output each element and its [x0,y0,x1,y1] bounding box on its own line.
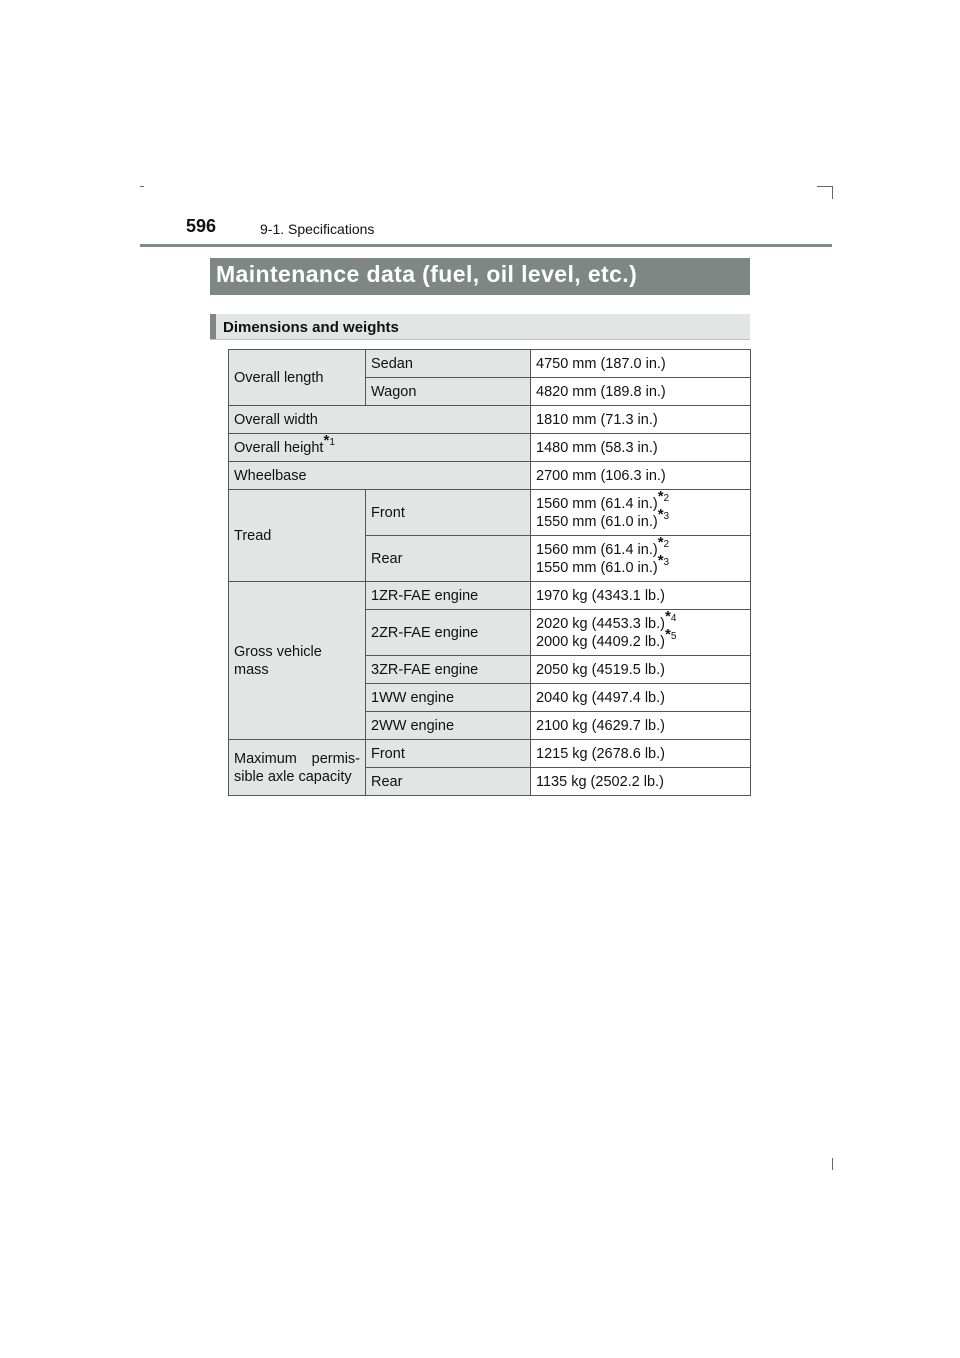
tread-rear-text2: 1550 mm (61.0 in.) [536,559,658,576]
wagon-label: Wagon [366,378,531,406]
mass-value: 2100 kg (4629.7 lb.) [531,712,751,740]
tread-front-value [531,487,751,536]
table-row [229,490,751,536]
gross-vehicle-mass-label [229,582,366,740]
mass-line1 [536,607,745,633]
crop-mark-top-left [140,186,144,187]
footnote-number: 4 [670,612,677,624]
footnote-ref [664,625,677,643]
engine-label: 1ZR-FAE engine [366,582,531,610]
section-label: 9-1. Specifications [260,221,375,237]
table-row [229,350,751,378]
footnote-asterisk: * [657,505,664,523]
table-row [229,462,751,490]
tread-front-text2: 1550 mm (61.0 in.) [536,513,658,530]
axle-rear-label: Rear [366,768,531,796]
tread-front-line1 [536,487,745,513]
footnote-ref [657,487,670,505]
mass-text1: 2020 kg (4453.3 lb.) [536,615,665,632]
mass-text2: 2000 kg (4409.2 lb.) [536,633,665,650]
tread-front-text1: 1560 mm (61.4 in.) [536,495,658,512]
sedan-value: 4750 mm (187.0 in.) [531,350,751,378]
footnote-ref [657,551,670,569]
table-row [229,740,751,768]
overall-height-cell [229,431,531,462]
mass-value: 1970 kg (4343.1 lb.) [531,582,751,610]
mass-value: 2050 kg (4519.5 lb.) [531,656,751,684]
subsection-heading [210,314,750,340]
footnote-asterisk: * [323,431,330,449]
crop-mark-top-right-v [832,186,833,199]
tread-rear-line1 [536,533,745,559]
axle-rear-value: 1135 kg (2502.2 lb.) [531,768,751,796]
footnote-number: 2 [663,538,670,550]
tread-label: Tread [229,490,366,582]
table-row [229,434,751,462]
tread-front-label: Front [366,490,531,536]
engine-label: 2WW engine [366,712,531,740]
footnote-number: 5 [670,630,677,642]
wheelbase-value: 2700 mm (106.3 in.) [531,462,751,490]
footnote-asterisk: * [657,551,664,569]
tread-rear-text1: 1560 mm (61.4 in.) [536,541,658,558]
wheelbase-label: Wheelbase [229,462,531,490]
footnote-ref [664,607,677,625]
tread-rear-label: Rear [366,536,531,582]
table-row [229,406,751,434]
gvm-label-line1: Gross vehicle [234,643,322,660]
axle-front-label: Front [366,740,531,768]
tread-rear-value [531,533,751,582]
subsection-title: Dimensions and weights [223,319,399,336]
overall-width-value: 1810 mm (71.3 in.) [531,406,751,434]
header-rule [140,244,832,247]
footnote-ref [657,505,670,523]
crop-mark-bottom-right [832,1158,833,1170]
overall-width-label: Overall width [229,406,531,434]
engine-label: 1WW engine [366,684,531,712]
page-number: 596 [186,216,217,236]
mass-value: 2040 kg (4497.4 lb.) [531,684,751,712]
footnote-number: 3 [663,510,670,522]
sedan-label: Sedan [366,350,531,378]
footnote-asterisk: * [657,487,664,505]
overall-length-label: Overall length [229,350,366,406]
tread-front-line2 [536,505,745,531]
engine-label: 2ZR-FAE engine [366,610,531,656]
footnote-number: 2 [663,492,670,504]
footnote-ref [323,431,335,449]
footnote-asterisk: * [664,625,671,643]
dimensions-table [228,349,751,796]
tread-rear-line2 [536,551,745,577]
mass-value [531,607,751,656]
overall-height-value: 1480 mm (58.3 in.) [531,434,751,462]
footnote-ref [657,533,670,551]
mass-line2 [536,625,745,651]
engine-label: 3ZR-FAE engine [366,656,531,684]
gvm-label-line2: mass [234,661,269,678]
overall-height-label: Overall height [234,439,324,456]
page-title-bar [210,258,750,295]
footnote-asterisk: * [657,533,664,551]
wagon-value: 4820 mm (189.8 in.) [531,378,751,406]
axle-capacity-label: Maximum permis-sible axle capacity [229,740,366,796]
footnote-number: 3 [663,556,670,568]
subsection-accent [210,314,216,339]
footnote-asterisk: * [664,607,671,625]
crop-mark-top-right-h [817,186,833,187]
page-title: Maintenance data (fuel, oil level, etc.) [216,261,638,287]
table-row [229,582,751,610]
axle-front-value: 1215 kg (2678.6 lb.) [531,740,751,768]
footnote-number: 1 [329,436,335,448]
